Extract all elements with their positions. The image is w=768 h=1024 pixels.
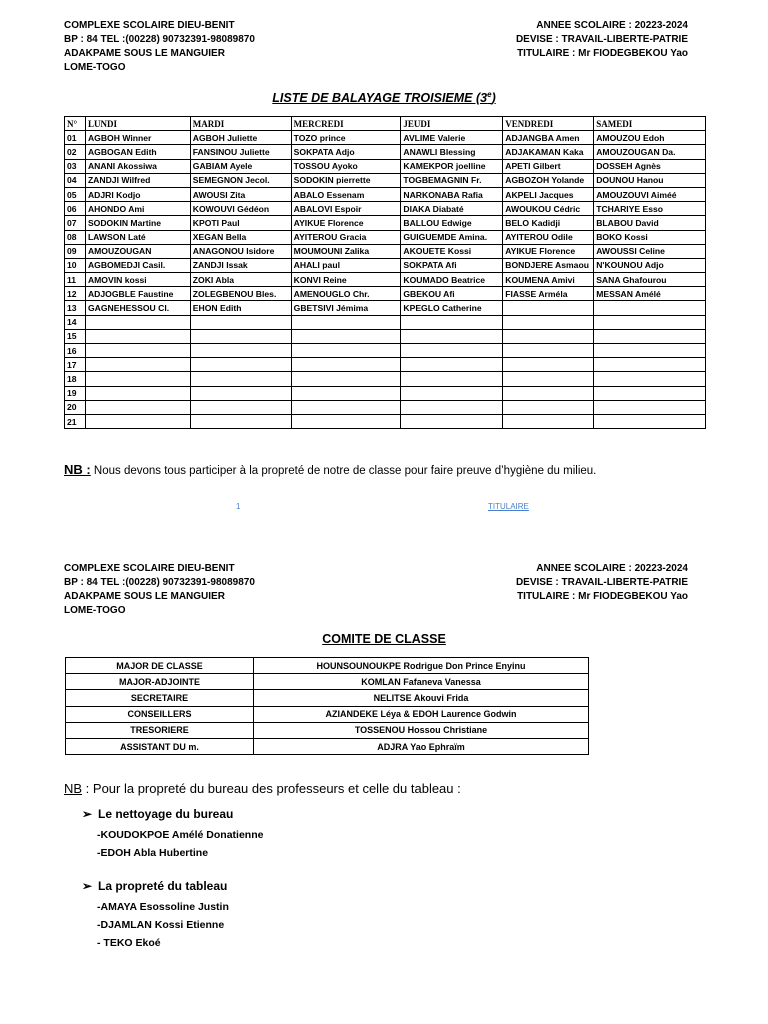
table-cell: TOZO prince (291, 131, 401, 145)
table-cell: KOWOUVI Gédéon (190, 202, 291, 216)
table-row (65, 358, 706, 372)
table-cell: FANSINOU Juliette (190, 145, 291, 159)
table-cell: AHONDO Ami (85, 202, 190, 216)
table-cell: GUIGUEMDE Amina. (401, 230, 503, 244)
table-cell: DOSSEH Agnès (594, 159, 706, 173)
table-cell (503, 329, 594, 343)
table-cell: BELO Kadidji (503, 216, 594, 230)
row-number: 21 (65, 414, 86, 428)
table-cell (594, 358, 706, 372)
table-cell (291, 414, 401, 428)
table-cell: AMENOUGLO Chr. (291, 287, 401, 301)
table-row (65, 244, 706, 258)
committee-member: TOSSENOU Hossou Christiane (254, 722, 589, 738)
committee-role: SECRETAIRE (66, 690, 254, 706)
arrow-bullet-icon: ➢ (82, 807, 93, 821)
table-cell: AMOUZOUGAN Da. (594, 145, 706, 159)
table-cell: AGBOH Winner (85, 131, 190, 145)
list-item: -KOUDOKPOE Amélé Donatienne (97, 829, 264, 841)
table-cell: AYIKUE Florence (291, 216, 401, 230)
table-cell: ZANDJI Issak (190, 258, 291, 272)
class-titulaire: TITULAIRE : Mr FIODEGBEKOU Yao (517, 48, 688, 59)
footer-titulaire-link[interactable]: TITULAIRE (488, 502, 529, 511)
table-row (65, 386, 706, 400)
table-cell (594, 344, 706, 358)
table-row (65, 287, 706, 301)
school-year: ANNEE SCOLAIRE : 20223-2024 (536, 20, 688, 31)
table-cell (190, 344, 291, 358)
table-row (65, 202, 706, 216)
school-city: LOME-TOGO (64, 62, 126, 73)
table-cell (503, 315, 594, 329)
table-row (65, 414, 706, 428)
table-cell (401, 400, 503, 414)
table-cell: ABALOVI Espoir (291, 202, 401, 216)
table-cell (190, 414, 291, 428)
table-cell (503, 386, 594, 400)
table-cell: MOUMOUNI Zalika (291, 244, 401, 258)
page-title: LISTE DE BALAYAGE TROISIEME (3e) (272, 90, 496, 106)
school-city: LOME-TOGO (64, 605, 126, 616)
committee-role: MAJOR DE CLASSE (66, 658, 254, 674)
table-cell: AGBOZOH Yolande (503, 173, 594, 187)
table-cell (594, 315, 706, 329)
table-cell: ZOKI Abla (190, 273, 291, 287)
table-cell: TCHARIYE Esso (594, 202, 706, 216)
table-cell: SEMEGNON Jecol. (190, 173, 291, 187)
table-cell: KPOTI Paul (190, 216, 291, 230)
table-cell (291, 315, 401, 329)
table-cell (594, 386, 706, 400)
list-item: -AMAYA Esossoline Justin (97, 901, 229, 913)
office-cleaners-list (97, 826, 263, 862)
table-row (65, 230, 706, 244)
table-cell (401, 372, 503, 386)
row-number: 15 (65, 329, 86, 343)
table-cell: SANA Ghafourou (594, 273, 706, 287)
row-number: 20 (65, 400, 86, 414)
note-hygiene: NB : Nous devons tous participer à la propreté de notre de classe pour faire preuve d’hygiène du milieu. (64, 462, 597, 477)
column-header: MARDI (190, 117, 291, 131)
sweeping-schedule-table (64, 116, 706, 429)
table-cell (503, 414, 594, 428)
table-cell (594, 301, 706, 315)
table-cell (503, 400, 594, 414)
table-cell: ADJAKAMAN Kaka (503, 145, 594, 159)
school-name: COMPLEXE SCOLAIRE DIEU-BENIT (64, 20, 235, 31)
school-address: ADAKPAME SOUS LE MANGUIER (64, 591, 225, 602)
table-cell (401, 414, 503, 428)
table-cell (85, 315, 190, 329)
table-cell (594, 372, 706, 386)
table-row (65, 273, 706, 287)
table-cell: KOUMENA Amivi (503, 273, 594, 287)
table-cell: AWOUKOU Cédric (503, 202, 594, 216)
table-cell (401, 386, 503, 400)
table-cell: ANAGONOU Isidore (190, 244, 291, 258)
table-cell: AYIKUE Florence (503, 244, 594, 258)
row-number: 17 (65, 358, 86, 372)
table-cell: N'KOUNOU Adjo (594, 258, 706, 272)
table-cell (85, 358, 190, 372)
table-row (65, 344, 706, 358)
table-cell: DOUNOU Hanou (594, 173, 706, 187)
table-row (66, 706, 589, 722)
row-number: 18 (65, 372, 86, 386)
table-cell: ZANDJI Wilfred (85, 173, 190, 187)
table-cell: NARKONABA Rafia (401, 187, 503, 201)
table-cell: BOKO Kossi (594, 230, 706, 244)
table-cell: AGBOH Juliette (190, 131, 291, 145)
row-number: 19 (65, 386, 86, 400)
table-cell (503, 301, 594, 315)
table-cell (401, 315, 503, 329)
table-cell: AKOUETE Kossi (401, 244, 503, 258)
table-cell: BONDJERE Asmaou (503, 258, 594, 272)
table-cell (503, 344, 594, 358)
table-cell: AGBOMEDJI Casil. (85, 258, 190, 272)
table-cell (401, 344, 503, 358)
table-row (65, 159, 706, 173)
column-header: MERCREDI (291, 117, 401, 131)
table-cell: AYITEROU Gracia (291, 230, 401, 244)
committee-member: AZIANDEKE Léya & EDOH Laurence Godwin (254, 706, 589, 722)
table-cell (85, 344, 190, 358)
arrow-bullet-icon: ➢ (82, 879, 93, 893)
row-number: 16 (65, 344, 86, 358)
table-row (65, 301, 706, 315)
table-cell (401, 358, 503, 372)
row-number: 14 (65, 315, 86, 329)
table-cell: GAGNEHESSOU Cl. (85, 301, 190, 315)
class-committee-table (65, 657, 589, 755)
table-cell (190, 315, 291, 329)
row-number: 09 (65, 244, 86, 258)
table-cell: ADJRI Kodjo (85, 187, 190, 201)
table-cell: AMOUZOU Edoh (594, 131, 706, 145)
table-row (65, 145, 706, 159)
table-cell: SODOKIN Martine (85, 216, 190, 230)
column-header: LUNDI (85, 117, 190, 131)
table-cell (291, 344, 401, 358)
row-number: 01 (65, 131, 86, 145)
table-cell: DIAKA Diabaté (401, 202, 503, 216)
table-cell (594, 329, 706, 343)
table-cell: AGBOGAN Edith (85, 145, 190, 159)
table-row (65, 131, 706, 145)
page-number: 1 (236, 502, 241, 511)
table-cell: BLABOU David (594, 216, 706, 230)
table-cell: KPEGLO Catherine (401, 301, 503, 315)
committee-role: TRESORIERE (66, 722, 254, 738)
school-address: ADAKPAME SOUS LE MANGUIER (64, 48, 225, 59)
school-year: ANNEE SCOLAIRE : 20223-2024 (536, 563, 688, 574)
school-contact: BP : 84 TEL :(00228) 90732391-98089870 (64, 577, 255, 588)
table-cell (85, 372, 190, 386)
table-cell: SOKPATA Afi (401, 258, 503, 272)
board-cleaners-list (97, 898, 229, 952)
committee-member: KOMLAN Fafaneva Vanessa (254, 674, 589, 690)
table-cell: GBEKOU Afi (401, 287, 503, 301)
table-row (65, 187, 706, 201)
table-row (65, 173, 706, 187)
row-number: 07 (65, 216, 86, 230)
table-cell: ADJANGBA Amen (503, 131, 594, 145)
row-number: 08 (65, 230, 86, 244)
table-cell: AHALI paul (291, 258, 401, 272)
table-cell: ABALO Essenam (291, 187, 401, 201)
committee-member: NELITSE Akouvi Frida (254, 690, 589, 706)
school-motto: DEVISE : TRAVAIL-LIBERTE-PATRIE (515, 34, 688, 45)
table-row (66, 738, 589, 754)
table-row (65, 400, 706, 414)
table-cell (594, 400, 706, 414)
table-cell: AMOVIN kossi (85, 273, 190, 287)
table-cell: ANAWLI Blessing (401, 145, 503, 159)
list-item: - TEKO Ekoé (97, 937, 161, 949)
column-header: VENDREDI (503, 117, 594, 131)
row-number: 13 (65, 301, 86, 315)
table-row (65, 315, 706, 329)
committee-role: CONSEILLERS (66, 706, 254, 722)
table-cell (503, 372, 594, 386)
table-cell (85, 414, 190, 428)
table-row (65, 329, 706, 343)
table-cell (401, 329, 503, 343)
table-cell: AMOUZOUVI Aiméé (594, 187, 706, 201)
table-cell: APETI Gilbert (503, 159, 594, 173)
table-cell: MESSAN Amélé (594, 287, 706, 301)
row-number: 12 (65, 287, 86, 301)
table-row (66, 690, 589, 706)
table-header-row (65, 117, 706, 131)
table-cell (291, 386, 401, 400)
table-cell: AWOUSI Zita (190, 187, 291, 201)
table-cell (85, 386, 190, 400)
table-cell: GBETSIVI Jémima (291, 301, 401, 315)
table-cell: FIASSE Arméla (503, 287, 594, 301)
table-cell: KONVI Reine (291, 273, 401, 287)
table-cell: AMOUZOUGAN (85, 244, 190, 258)
table-cell: EHON Edith (190, 301, 291, 315)
table-cell (190, 372, 291, 386)
table-cell: TOSSOU Ayoko (291, 159, 401, 173)
table-cell (503, 358, 594, 372)
table-row (66, 658, 589, 674)
table-cell (85, 400, 190, 414)
school-contact: BP : 84 TEL :(00228) 90732391-98089870 (64, 34, 255, 45)
table-cell (291, 400, 401, 414)
committee-member: HOUNSOUNOUKPE Rodrigue Don Prince Enyinu (254, 658, 589, 674)
row-number: 06 (65, 202, 86, 216)
school-name: COMPLEXE SCOLAIRE DIEU-BENIT (64, 563, 235, 574)
table-cell: KAMEKPOR joelline (401, 159, 503, 173)
table-cell: ADJOGBLE Faustine (85, 287, 190, 301)
table-cell: SOKPATA Adjo (291, 145, 401, 159)
table-cell: AWOUSSI Celine (594, 244, 706, 258)
table-row (66, 722, 589, 738)
table-cell (594, 414, 706, 428)
committee-member: ADJRA Yao Ephraïm (254, 738, 589, 754)
list-item: -EDOH Abla Hubertine (97, 847, 209, 859)
table-cell: AYITEROU Odile (503, 230, 594, 244)
table-cell: GABIAM Ayele (190, 159, 291, 173)
row-number: 04 (65, 173, 86, 187)
table-cell (190, 386, 291, 400)
school-motto: DEVISE : TRAVAIL-LIBERTE-PATRIE (515, 577, 688, 588)
table-row (65, 216, 706, 230)
committee-role: ASSISTANT DU m. (66, 738, 254, 754)
table-cell: LAWSON Laté (85, 230, 190, 244)
table-cell (291, 329, 401, 343)
row-number: 10 (65, 258, 86, 272)
row-number: 03 (65, 159, 86, 173)
table-row (65, 372, 706, 386)
table-row (65, 258, 706, 272)
row-number: 11 (65, 273, 86, 287)
row-number: 02 (65, 145, 86, 159)
table-cell: TOGBEMAGNIN Fr. (401, 173, 503, 187)
table-cell: XEGAN Bella (190, 230, 291, 244)
list-item: -DJAMLAN Kossi Etienne (97, 919, 225, 931)
column-header: N° (65, 117, 86, 131)
table-cell (190, 358, 291, 372)
note-cleaning: NB : Pour la propreté du bureau des professeurs et celle du tableau : (64, 781, 461, 796)
table-cell: ZOLEGBENOU Bles. (190, 287, 291, 301)
table-row (66, 674, 589, 690)
table-cell: AKPELI Jacques (503, 187, 594, 201)
table-cell: AVLIME Valerie (401, 131, 503, 145)
row-number: 05 (65, 187, 86, 201)
section-board-cleaning: ➢ La propreté du tableau (82, 879, 228, 893)
class-titulaire: TITULAIRE : Mr FIODEGBEKOU Yao (517, 591, 688, 602)
table-cell: ANANI Akossiwa (85, 159, 190, 173)
column-header: SAMEDI (594, 117, 706, 131)
table-cell (190, 329, 291, 343)
section-office-cleaning: ➢ Le nettoyage du bureau (82, 807, 234, 821)
table-cell (190, 400, 291, 414)
table-cell (85, 329, 190, 343)
committee-role: MAJOR-ADJOINTE (66, 674, 254, 690)
table-cell (291, 372, 401, 386)
comite-title: COMITE DE CLASSE (322, 632, 446, 646)
table-cell: KOUMADO Beatrice (401, 273, 503, 287)
table-cell: SODOKIN pierrette (291, 173, 401, 187)
column-header: JEUDI (401, 117, 503, 131)
table-cell (291, 358, 401, 372)
table-cell: BALLOU Edwige (401, 216, 503, 230)
